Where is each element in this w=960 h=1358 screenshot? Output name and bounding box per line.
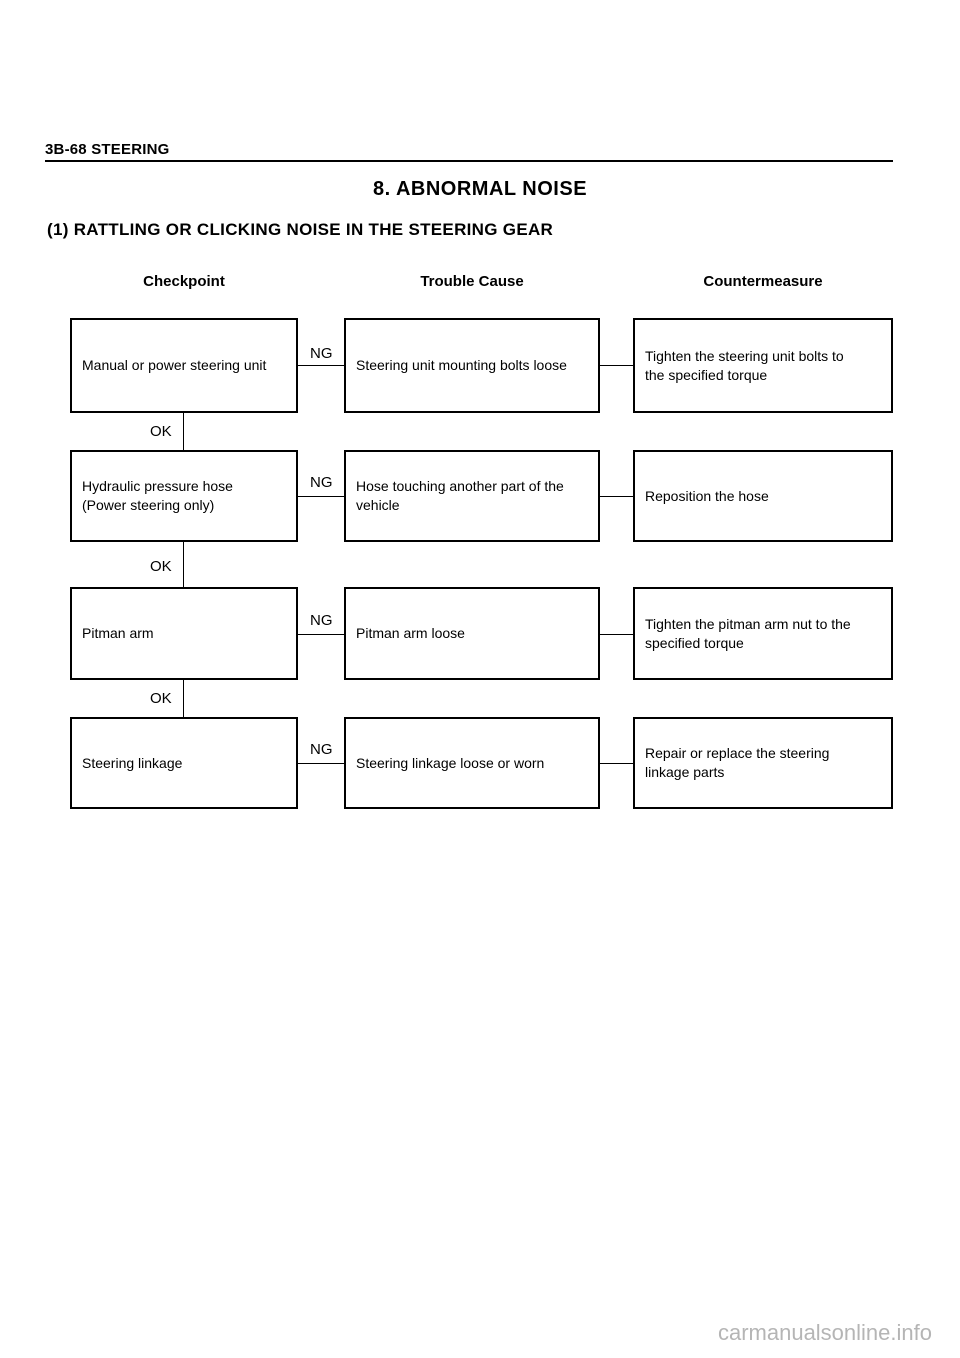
column-header-trouble-cause: Trouble Cause [420, 273, 524, 290]
checkpoint-box [70, 717, 298, 809]
checkpoint-box [70, 450, 298, 542]
ok-label: OK [150, 690, 172, 707]
cause-connector [600, 634, 633, 635]
cause-text: Steering unit mounting bolts loose [356, 357, 567, 373]
ok-connector [183, 413, 184, 450]
section-title: 8. ABNORMAL NOISE [372, 178, 588, 200]
cause-text: Hose touching another part of the vehicle [356, 478, 564, 513]
checkpoint-text: Steering linkage [82, 754, 183, 771]
checkpoint-text: Manual or power steering unit [82, 357, 267, 373]
countermeasure-box [633, 450, 893, 542]
ng-connector [298, 634, 344, 635]
ng-label: NG [310, 345, 333, 362]
cause-connector [600, 365, 633, 366]
ok-connector [183, 680, 184, 717]
cause-connector [600, 496, 633, 497]
ng-connector [298, 496, 344, 497]
countermeasure-box [633, 587, 893, 680]
cause-box [344, 450, 600, 542]
ng-label: NG [310, 474, 333, 491]
cause-text: Pitman arm loose [356, 625, 465, 641]
ok-label: OK [150, 423, 172, 440]
checkpoint-box [70, 587, 298, 680]
column-header-checkpoint: Checkpoint [143, 273, 225, 290]
ok-label: OK [150, 558, 172, 575]
checkpoint-text: Hydraulic pressure hose (Power steering only) [82, 478, 233, 513]
countermeasure-box [633, 717, 893, 809]
countermeasure-text: Tighten the pitman arm nut to the specified torque [645, 615, 851, 651]
ok-connector [183, 542, 184, 587]
page-header: 3B-68 STEERING [45, 141, 170, 158]
cause-box [344, 587, 600, 680]
header-rule [45, 160, 893, 162]
ng-label: NG [310, 612, 333, 629]
ng-label: NG [310, 741, 333, 758]
countermeasure-text: Repair or replace the steering linkage parts [645, 745, 830, 780]
watermark: carmanualsonline.info [717, 1320, 932, 1345]
checkpoint-text: Pitman arm [82, 625, 154, 641]
checkpoint-box [70, 318, 298, 413]
column-header-countermeasure: Countermeasure [703, 273, 823, 290]
countermeasure-text: Tighten the steering unit bolts to the specified torque [645, 347, 844, 383]
countermeasure-box [633, 318, 893, 413]
cause-box [344, 717, 600, 809]
subsection-title: (1) RATTLING OR CLICKING NOISE IN THE STEERING GEAR [47, 220, 554, 239]
cause-connector [600, 763, 633, 764]
countermeasure-text: Reposition the hose [645, 487, 769, 504]
ng-connector [298, 763, 344, 764]
cause-box [344, 318, 600, 413]
cause-text: Steering linkage loose or worn [356, 754, 545, 771]
ng-connector [298, 365, 344, 366]
